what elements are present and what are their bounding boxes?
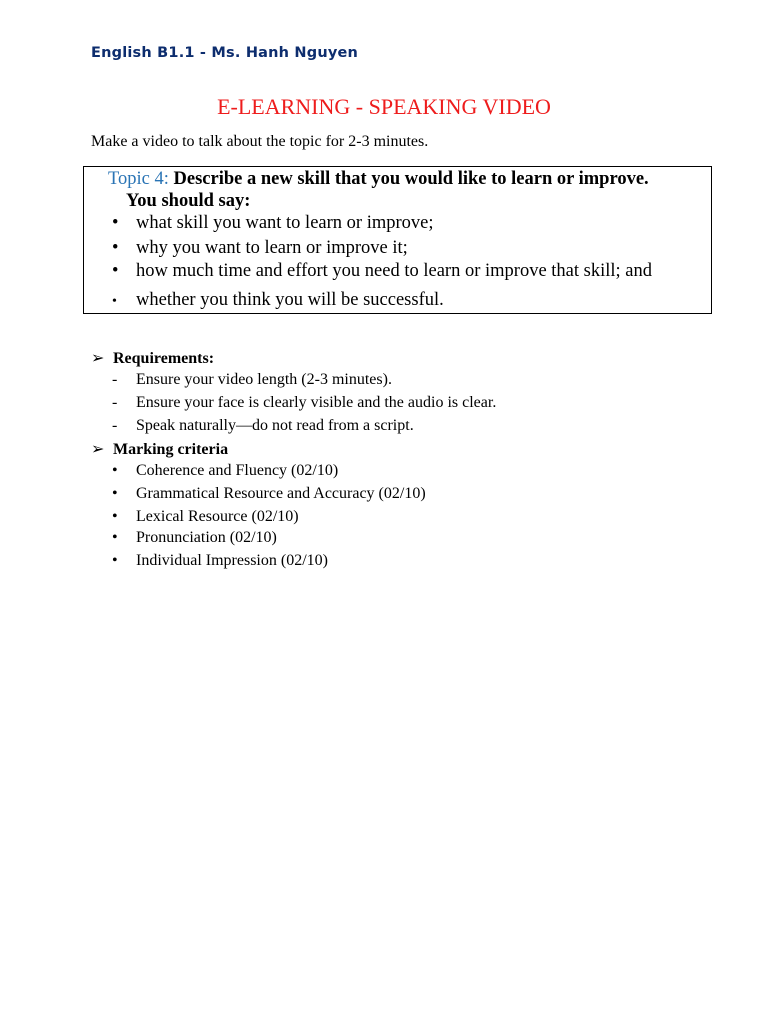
arrow-bullet-icon: ➢ xyxy=(91,350,105,367)
intro-text: Make a video to talk about the topic for 2-3 minutes. xyxy=(91,133,429,150)
course-header: English B1.1 - Ms. Hanh Nguyen xyxy=(91,45,359,61)
requirement-item xyxy=(112,371,392,389)
dash-marker: - xyxy=(112,417,118,434)
criteria-text: Pronunciation (02/10) xyxy=(136,529,277,546)
requirement-item xyxy=(112,394,496,412)
topic-box xyxy=(83,166,712,314)
requirements-heading-text: Requirements: xyxy=(113,350,215,367)
topic-bullet-text: how much time and effort you need to learn or improve that skill; and xyxy=(136,261,652,281)
dash-marker: - xyxy=(112,371,118,388)
requirement-item xyxy=(112,417,414,435)
topic-label: Topic 4: xyxy=(108,169,169,189)
bullet-icon: • xyxy=(112,552,118,569)
marking-heading-text: Marking criteria xyxy=(113,441,229,458)
criteria-item xyxy=(112,462,338,480)
requirement-text: Ensure your face is clearly visible and the audio is clear. xyxy=(136,394,497,411)
arrow-bullet-icon: ➢ xyxy=(91,441,105,458)
bullet-icon: • xyxy=(112,462,118,479)
page-title: E-LEARNING - SPEAKING VIDEO xyxy=(217,94,551,119)
criteria-text: Coherence and Fluency (02/10) xyxy=(136,462,339,479)
criteria-item xyxy=(112,485,426,503)
marking-criteria-heading xyxy=(91,439,228,459)
topic-bullet-item xyxy=(112,213,433,234)
criteria-item xyxy=(112,529,277,547)
bullet-icon: • xyxy=(112,508,118,525)
topic-text: Describe a new skill that you would like to learn or improve. xyxy=(173,169,649,189)
dash-marker: - xyxy=(112,394,118,411)
topic-bullet-item xyxy=(112,238,408,259)
criteria-text: Lexical Resource (02/10) xyxy=(136,508,299,525)
criteria-text: Individual Impression (02/10) xyxy=(136,552,328,569)
topic-bullet-text: why you want to learn or improve it; xyxy=(136,238,408,258)
criteria-item xyxy=(112,552,328,570)
requirement-text: Speak naturally—do not read from a script. xyxy=(136,417,414,434)
bullet-icon: • xyxy=(112,294,117,309)
topic-prompt: You should say: xyxy=(126,191,251,211)
criteria-text: Grammatical Resource and Accuracy (02/10) xyxy=(136,485,426,502)
requirements-heading xyxy=(91,348,214,368)
topic-bullet-item xyxy=(112,261,652,282)
topic-bullet-text: what skill you want to learn or improve; xyxy=(136,213,434,233)
bullet-icon: • xyxy=(112,238,119,258)
bullet-icon: • xyxy=(112,485,118,502)
topic-bullet-text: whether you think you will be successful. xyxy=(136,290,444,310)
topic-bullet-item xyxy=(112,290,444,311)
topic-heading xyxy=(108,169,649,190)
bullet-icon: • xyxy=(112,261,119,281)
bullet-icon: • xyxy=(112,529,118,546)
criteria-item xyxy=(112,508,299,526)
bullet-icon: • xyxy=(112,213,119,233)
requirement-text: Ensure your video length (2-3 minutes). xyxy=(136,371,392,388)
